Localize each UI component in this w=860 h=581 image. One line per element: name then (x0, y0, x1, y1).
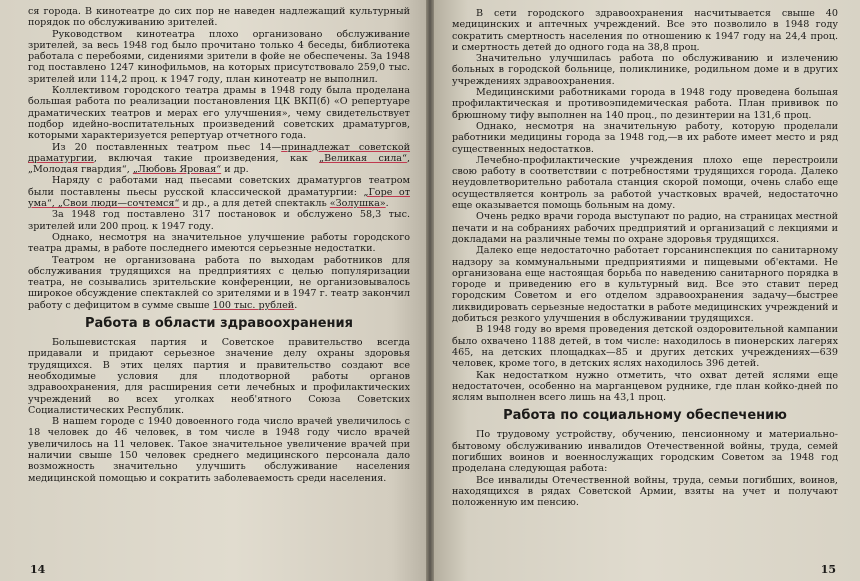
underlined-text: „Любовь Яровая“ (132, 164, 222, 176)
underlined-text: «Золушка» (329, 198, 386, 210)
paragraph: Все инвалиды Отечественной войны, труда, семьи погибших, воинов, находящихся в рядах Советской Армии, взяты на учет и получают положенную им пенсию. (452, 474, 838, 509)
paragraph: Как недостатком нужно отметить, что охват детей яслями еще недостаточен, особенно на марганцевом руднике, где план койко-дней по яслям выполнен всего лишь на 43,1 проц. (452, 369, 838, 404)
paragraph: Лечебно-профилактические учреждения плохо еще перестроили свою работу в соответствии с потребностями трудящихся города. Далеко неудовлетворительно работала станция скорой помощи, очень слабо еще осуществляется контроль за работой участковых врачей, недостаточно еще оказывается помощь больным на дому. (452, 154, 838, 212)
underlined-text: принадлежат советской драматургии (28, 141, 411, 164)
paragraph: В нашем городе с 1940 довоенного года число врачей увеличилось с 18 человек до 46 человек, в том числе в 1948 году число врачей увеличилось на 11 человек. Такое значительное увеличение врачей при наличии свыше 150 человек среднего медицинского персонала дало возможность значительно улучшить обслуживание населения медицинской помощью и сократить заболеваемость среди населения. (28, 416, 410, 484)
right-page (434, 0, 860, 581)
text-span: и др. (221, 164, 249, 176)
section-heading: Работа по социальному обеспечению (503, 408, 787, 424)
underlined-text: „Великая сила“ (319, 152, 407, 164)
paragraph: В 1948 году во время проведения детской оздоровительной кампании было охвачено 1188 детей, в том числе: находилось в пионерских лагерях 465, на детских площадках—85 и других детских учреждениях—639 человек, кроме того, в детских яслях находилось 396 детей. (452, 324, 838, 370)
paragraph: За 1948 год поставлено 317 постановок и обслужено 58,3 тыс. зрителей или 200 проц. к 1947 году. (28, 209, 410, 232)
book-gutter (426, 0, 434, 581)
left-page (0, 0, 426, 581)
section-heading: Работа в области здравоохранения (85, 316, 353, 332)
page-number: 15 (820, 562, 836, 576)
paragraph: Однако, несмотря на значительное улучшение работы городского театра драмы, в работе последнего имеются серьезные недостатки. (28, 231, 410, 255)
paragraph: Значительно улучшилась работа по обслуживанию и излечению больных в городской больнице, поликлинике, родильном доме и в других учреждениях здравоохранения. (452, 53, 838, 87)
paragraph (28, 175, 410, 209)
paragraph: По трудовому устройству, обучению, пенсионному и материально-бытовому обслуживанию инвалидов Отечественной войны, труда, семей погибших воинов и военнослужащих городским Советом за 1948 год проделана следующая работа: (452, 429, 838, 475)
paragraph (28, 255, 410, 311)
paragraph: Большевистская партия и Советское правительство всегда придавали и придают серьезное значение делу охраны здоровья трудящихся. В этих целях партия и правительство создают все необходимые условия для плодотворной работы органов здравоохранения, для расширения сети лечебных и профилактических учреждений во всех уголках необ'ятного Союза Советских Социалистических Республик. (28, 337, 410, 416)
text-span: . (294, 299, 298, 311)
text-span: и др., а для детей спектакль (179, 198, 330, 210)
paragraph: Очень редко врачи города выступают по радио, на страницах местной печати и на собраниях рабочих предприятий и организаций с лекциями и докладами на различные темы по охране здоровья трудящихся. (452, 211, 838, 245)
paragraph: Далеко еще недостаточно работает горсанинспекция по санитарному надзору за коммунальными предприятиями и пищевыми об'ектами. Не организована еще настоящая борьба по наведению санитарного порядка в городе и приведению его в культурный вид. Все это ставит перед городским Советом и его отделом здравоохранения задачу—быстрее ликвидировать серьезные недостатки в работе медицинских учреждений и добиться резкого улучшения в обслуживании трудящихся. (452, 245, 838, 325)
text-span: Из 20 поставленных театром пьес 14— (52, 141, 282, 153)
paragraph: Медицинскими работниками города в 1948 году проведена большая профилактическая и противоэпидемическая работа. План прививок по брюшному тифу выполнен на 140 проц., по дезинтерии на 131,6 проц. (452, 87, 838, 121)
paragraph: ся города. В кинотеатре до сих пор не наведен надлежащий культурный порядок по обслуживанию зрителей. (28, 6, 410, 29)
text-span: Наряду с работами над пьесами советских драматургов театром были поставлены пьесы русской классической драматургии: (28, 175, 410, 198)
underlined-text: 100 тыс. рублей (212, 299, 295, 311)
paragraph (28, 142, 410, 176)
text-span: . (385, 198, 389, 210)
underlined-text: „Горе от ума“, „Свои люди—сочтемся“ (28, 186, 410, 210)
text-span: , „Молодая гвардия“, (28, 152, 410, 176)
paragraph: Руководством кинотеатра плохо организовано обслуживание зрителей, за весь 1948 год было прочитано только 4 беседы, библиотека работала с перебоями, сидениями зрители в фойе не обеспечены. За 1948 год поставлено 1247 кинофильмов, на которых присутствовало 259,0 тыс. зрителей или 114,2 проц. к 1947 году, план кинотеатр не выполнил. (28, 28, 410, 85)
page-number: 14 (30, 562, 46, 576)
text-span: , включая такие произведения, как (93, 152, 320, 164)
paragraph: Однако, несмотря на значительную работу, которую проделали работники медицины города за 1948 год,—в их работе имеет место и ряд существенных недостатков. (452, 120, 838, 155)
paragraph: В сети городского здравоохранения насчитывается свыше 40 медицинских и аптечных учреждений. Все это позволило в 1948 году сократить смертность населения по отношению к 1947 году на 24,4 проц. и смертность детей до одного года на 38,8 проц. (452, 8, 838, 53)
text-span: Театром не организована работа по выходам работников для обслуживания трудящихся на предприятиях с целью популяризации театра, не созывались зрительские конференции, не организовывалось широкое обсуждение спектаклей со зрителями и в 1947 г. театр закончил работу с дефицитом в сумме свыше (28, 254, 410, 311)
paragraph: Коллективом городского театра драмы в 1948 году была проделана большая работа по реализации постановления ЦК ВКП(б) «О репертуаре драматических театров и мерах его улучшения», чему свидетельствует подбор идейно-воспитательных произведений советских драматургов, которыми характеризуется репертуар отчетного года. (28, 85, 410, 142)
